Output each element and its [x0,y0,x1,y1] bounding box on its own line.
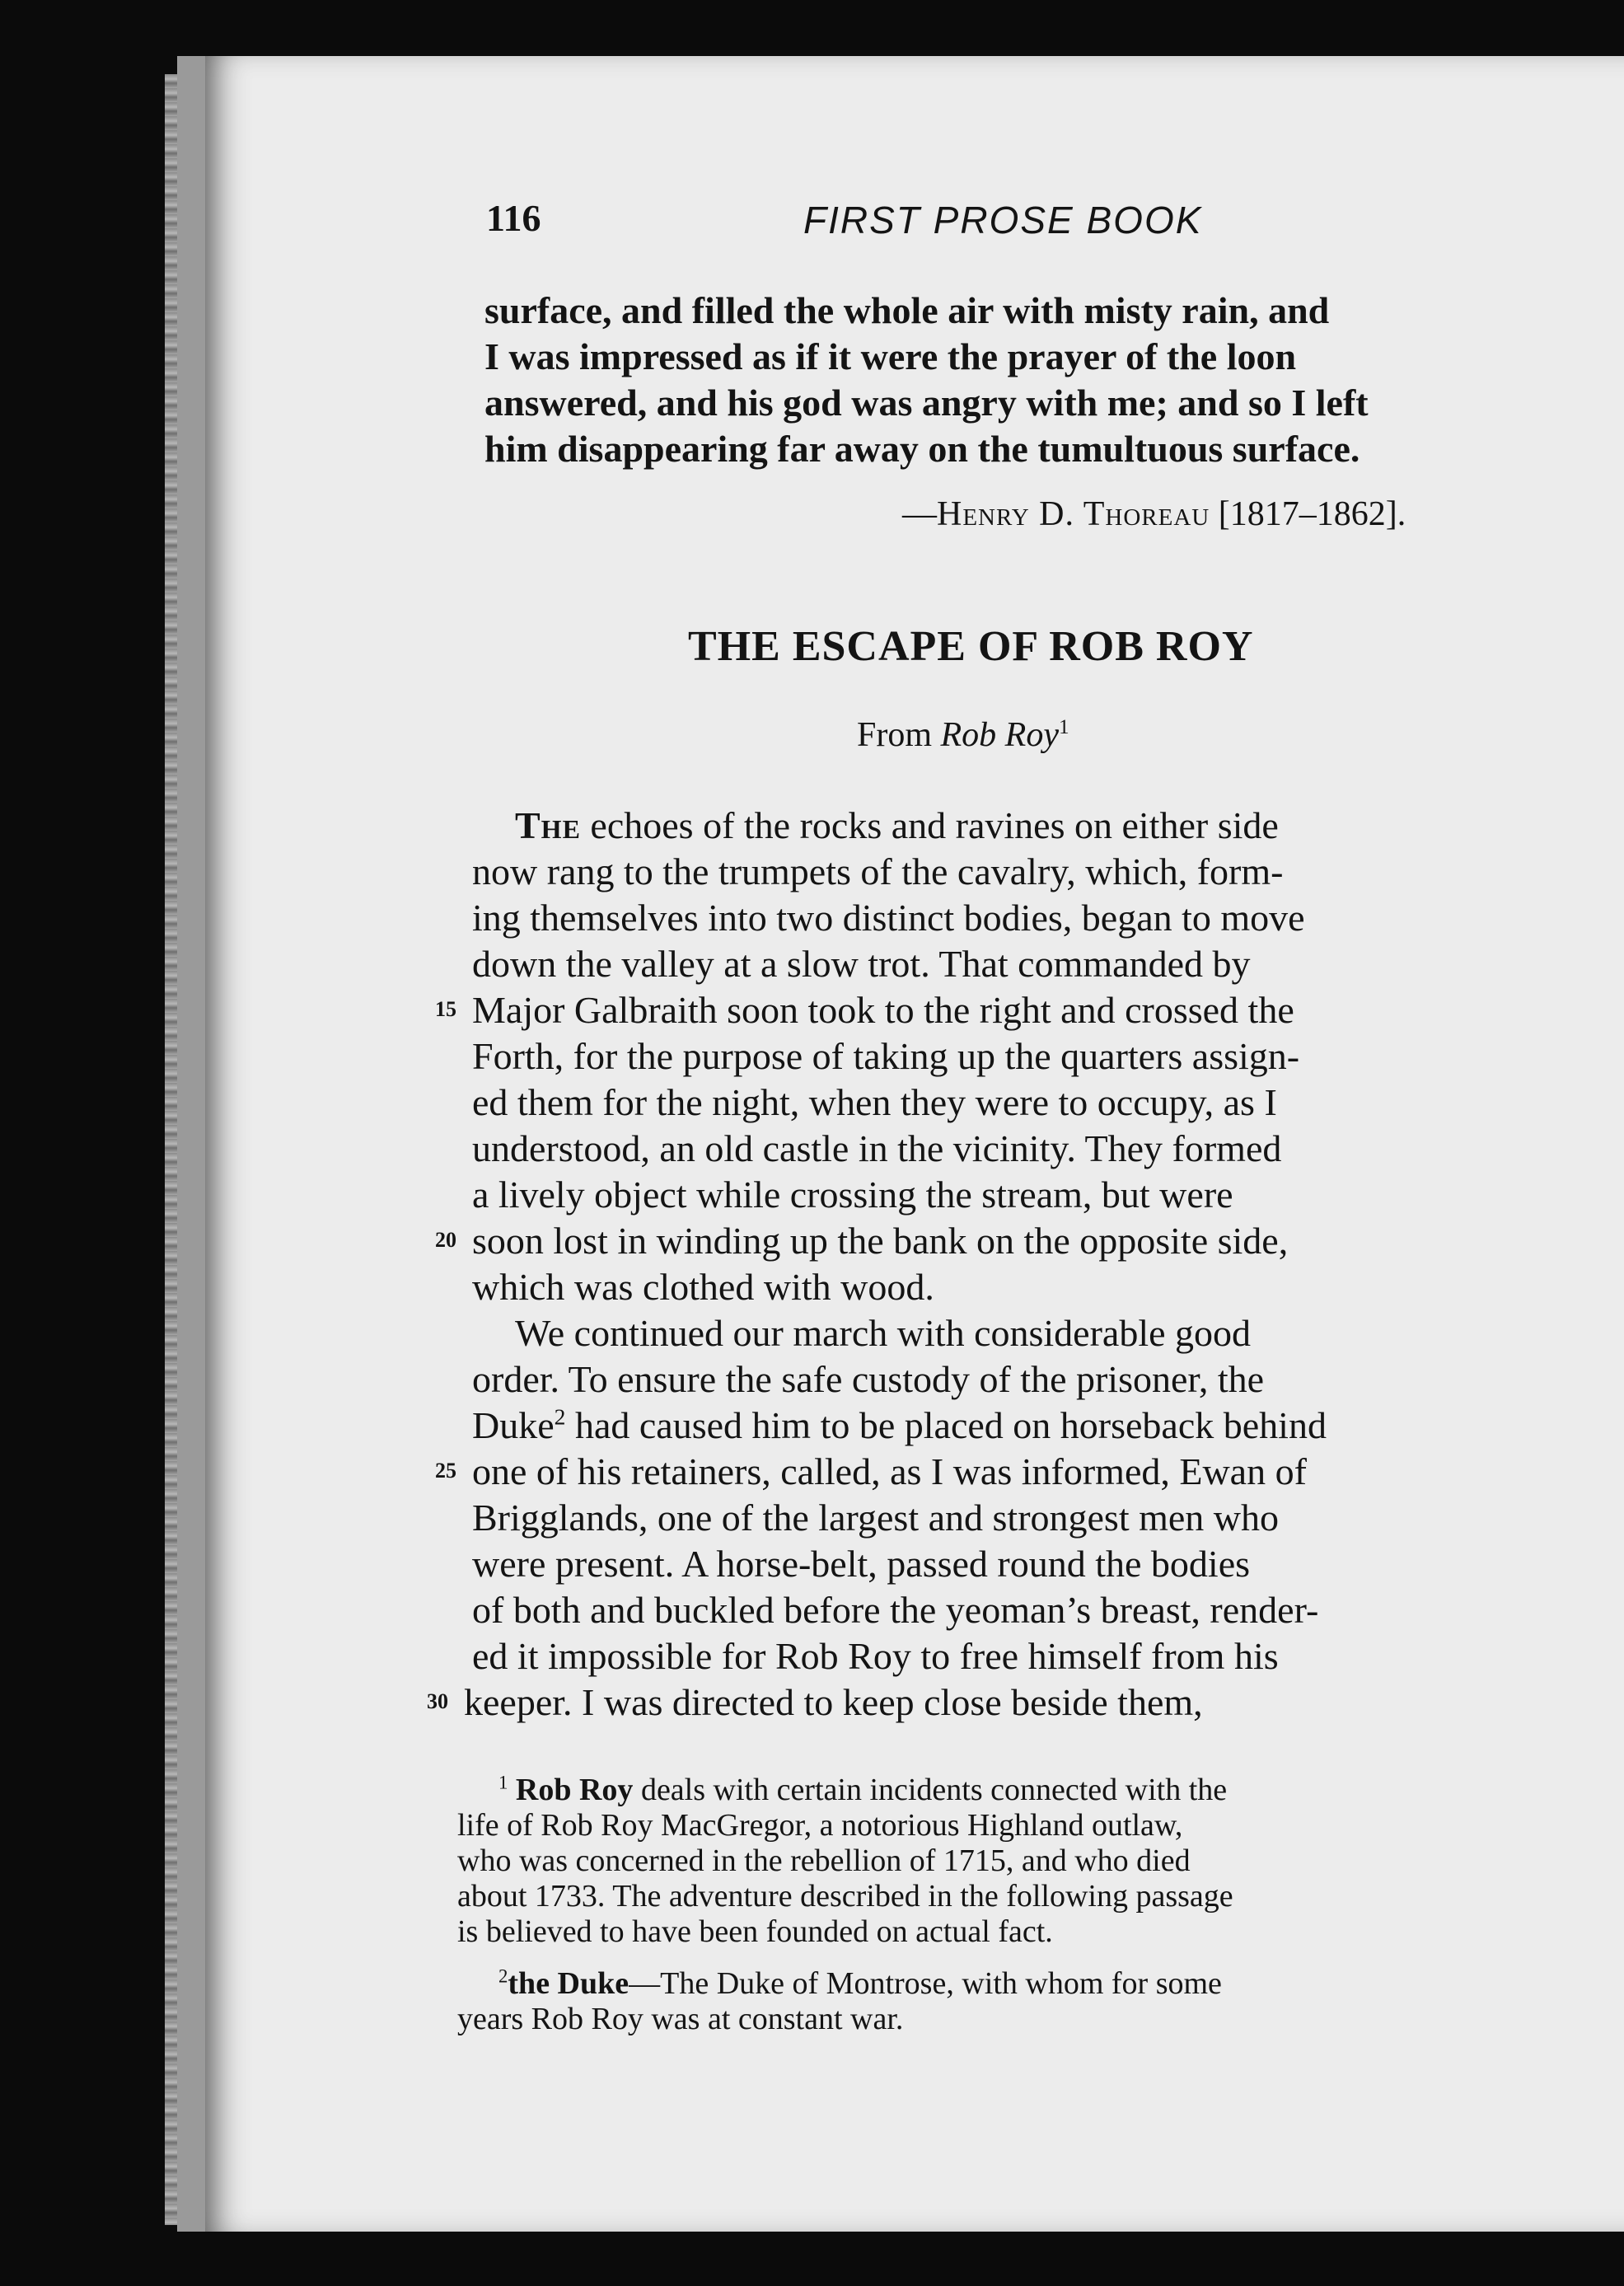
text-line: which was clothed with wood. [472,1266,934,1308]
selection-source: From Rob Roy$^1$ [857,716,1069,754]
text-line: We continued our march with considerable good [515,1312,1252,1354]
text-line: answered, and his god was angry with me; and so I left [484,382,1369,424]
footnote-term: Rob Roy [515,1773,634,1807]
line-number: 20 [435,1228,456,1252]
page-number: 116 [486,197,541,239]
text-line: Brigglands, one of the largest and strongest men who [472,1497,1280,1539]
text-line: Duke$^2$ had caused him to be placed on horseback behind [472,1403,1327,1446]
footnote-line: is believed to have been founded on actual fact. [457,1914,1053,1949]
text-line: ed it impossible for Rob Roy to free himself from his [472,1635,1279,1677]
footnote-line: life of Rob Roy MacGregor, a notorious Highland outlaw, [457,1808,1183,1843]
running-title: FIRST PROSE BOOK [803,199,1203,241]
footnote-marker: 1 [498,1772,508,1793]
footnote-line: years Rob Roy was at constant war. [457,2002,904,2036]
text-line: keeper. I was directed to keep close beside them, [464,1681,1203,1723]
drop-word: The [515,804,581,846]
footnote-line: about 1733. The adventure described in the following passage [457,1879,1233,1914]
footnote-marker: 2 [498,1965,508,1987]
text-line: order. To ensure the safe custody of the prisoner, the [472,1358,1265,1400]
line-number: 30 [427,1689,448,1713]
text-line: I was impressed as if it were the prayer of the loon [484,335,1297,377]
author-dates: [1817–1862]. [1218,495,1406,533]
text-line: Major Galbraith soon took to the right and crossed the [472,989,1294,1031]
footnote-term: the Duke [508,1966,629,2001]
text-line: surface, and filled the whole air with misty rain, and [484,289,1330,331]
line-number: 25 [435,1459,456,1483]
author-name: Henry D. Thoreau [937,495,1210,533]
text-line: The echoes of the rocks and ravines on either side [515,804,1279,846]
text-line: down the valley at a slow trot. That commanded by [472,943,1251,985]
text-line: were present. A horse-belt, passed round the bodies [472,1543,1251,1585]
text-line: Forth, for the purpose of taking up the quarters assign- [472,1035,1300,1077]
text-line: of both and buckled before the yeoman’s breast, render- [472,1589,1319,1631]
text-line: him disappearing far away on the tumultuous surface. [484,428,1360,470]
text-line: understood, an old castle in the vicinity. They formed [472,1127,1282,1169]
footnote-ref: 1 [1058,716,1069,738]
footnote-line: who was concerned in the rebellion of 1715, and who died [457,1843,1191,1878]
selection-title: THE ESCAPE OF ROB ROY [688,623,1254,670]
text-line: a lively object while crossing the stream, but were [472,1173,1233,1216]
line-number: 15 [435,997,456,1021]
text-line: one of his retainers, called, as I was informed, Ewan of [472,1450,1307,1492]
footnote-line: $^2$the Duke—The Duke of Montrose, with whom for some [498,1965,1222,2001]
text-line: now rang to the trumpets of the cavalry, which, form- [472,850,1284,892]
text-line: soon lost in winding up the bank on the opposite side, [472,1220,1289,1262]
footnote-line: $^1$ Rob Roy deals with certain incidents connected with the [498,1772,1228,1807]
attribution: —Henry D. Thoreau [1817–1862]. [902,495,1406,533]
text-line: ed them for the night, when they were to occupy, as I [472,1081,1277,1123]
text-line: ing themselves into two distinct bodies, began to move [472,897,1305,939]
footnote-ref: 2 [554,1403,566,1430]
